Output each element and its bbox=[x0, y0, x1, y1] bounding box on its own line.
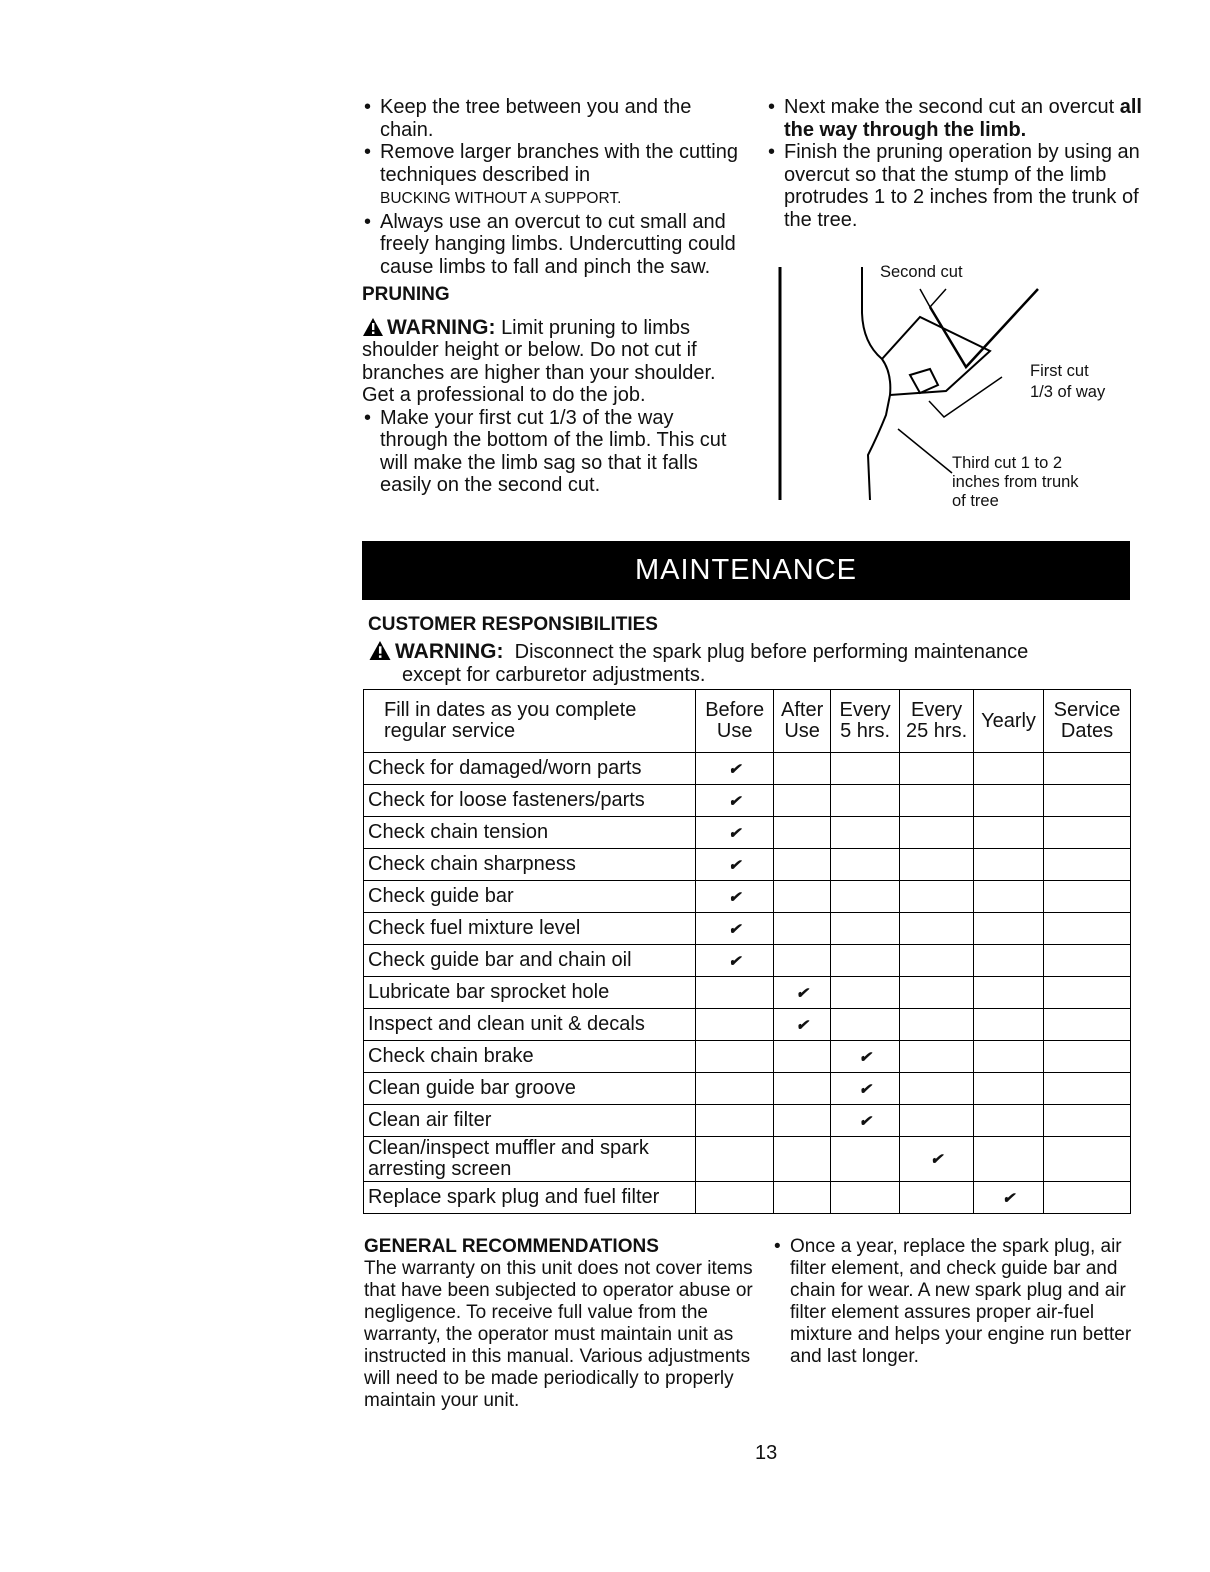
maintenance-table bbox=[363, 689, 1131, 1214]
schedule-cell bbox=[900, 1009, 974, 1041]
bullet-second-cut-bold: all the way through the limb. bbox=[784, 96, 1142, 141]
schedule-cell bbox=[696, 785, 774, 817]
schedule-cell bbox=[831, 881, 900, 913]
table-row bbox=[364, 945, 1131, 977]
schedule-cell bbox=[900, 1105, 974, 1137]
general-heading: GENERAL RECOMMENDATIONS bbox=[364, 1236, 659, 1257]
task-cell: Check guide bar bbox=[364, 881, 696, 913]
schedule-cell bbox=[696, 849, 774, 881]
schedule-cell bbox=[774, 945, 831, 977]
general-right bbox=[772, 1236, 1140, 1368]
bullet-overcut: • Always use an overcut to cut small and freely hanging limbs. Undercutting could cause limbs to fall and pinch the saw. bbox=[362, 211, 740, 279]
check-mark-icon: ✔ bbox=[728, 792, 741, 810]
schedule-cell bbox=[774, 1009, 831, 1041]
schedule-cell bbox=[774, 1137, 831, 1182]
schedule-cell bbox=[974, 1041, 1044, 1073]
warning-icon bbox=[362, 317, 384, 337]
check-mark-icon: ✔ bbox=[795, 984, 809, 1002]
task-cell: Lubricate bar sprocket hole bbox=[364, 977, 696, 1009]
check-mark-icon: ✔ bbox=[858, 1112, 872, 1130]
schedule-cell bbox=[696, 753, 774, 785]
schedule-cell bbox=[696, 977, 774, 1009]
task-cell: Check fuel mixture level bbox=[364, 913, 696, 945]
schedule-cell bbox=[831, 785, 900, 817]
pruning-warning-label: WARNING: bbox=[387, 315, 496, 339]
table-row bbox=[364, 881, 1131, 913]
schedule-cell bbox=[831, 753, 900, 785]
check-mark-icon: ✔ bbox=[728, 824, 741, 842]
schedule-cell bbox=[696, 1105, 774, 1137]
table-row bbox=[364, 849, 1131, 881]
header-service-dates-l2: Dates bbox=[1060, 720, 1114, 742]
pruning-warning-text: Limit pruning to limbs shoulder height or below. Do not cut if branches are higher than your shoulder. Get a professional to do the job. bbox=[362, 316, 716, 406]
schedule-cell bbox=[774, 1073, 831, 1105]
header-before-use bbox=[696, 690, 774, 753]
schedule-cell bbox=[774, 881, 831, 913]
schedule-cell bbox=[696, 1009, 774, 1041]
schedule-cell bbox=[900, 753, 974, 785]
check-mark-icon: ✔ bbox=[728, 856, 741, 874]
schedule-cell bbox=[1044, 1105, 1131, 1137]
schedule-cell bbox=[774, 1182, 831, 1214]
schedule-cell bbox=[696, 945, 774, 977]
header-yearly-l1: Yearly bbox=[981, 709, 1036, 732]
task-cell: Clean air filter bbox=[364, 1105, 696, 1137]
first-cut-pointer bbox=[929, 377, 1002, 417]
schedule-cell bbox=[831, 945, 900, 977]
schedule-cell bbox=[696, 881, 774, 913]
schedule-cell bbox=[900, 849, 974, 881]
schedule-cell bbox=[774, 817, 831, 849]
schedule-cell bbox=[900, 977, 974, 1009]
schedule-cell bbox=[900, 1137, 974, 1182]
check-mark-icon: ✔ bbox=[795, 1016, 809, 1034]
schedule-cell bbox=[1044, 849, 1131, 881]
schedule-cell bbox=[774, 849, 831, 881]
third-cut-pointer bbox=[898, 429, 952, 473]
schedule-cell bbox=[900, 945, 974, 977]
schedule-cell bbox=[831, 913, 900, 945]
schedule-cell bbox=[1044, 817, 1131, 849]
schedule-cell bbox=[831, 1009, 900, 1041]
task-cell: Check chain brake bbox=[364, 1041, 696, 1073]
check-mark-icon: ✔ bbox=[858, 1080, 872, 1098]
header-every-5hrs-l1: Every bbox=[839, 699, 891, 721]
check-mark-icon: ✔ bbox=[728, 920, 741, 938]
bullet-finish-pruning: • Finish the pruning operation by using an overcut so that the stump of the limb protrudes 1 to 2 inches from the trunk of the tree. bbox=[766, 141, 1146, 231]
schedule-cell bbox=[696, 817, 774, 849]
schedule-cell bbox=[696, 1073, 774, 1105]
table-row bbox=[364, 785, 1131, 817]
schedule-cell bbox=[1044, 913, 1131, 945]
schedule-cell bbox=[774, 1105, 831, 1137]
schedule-cell bbox=[974, 785, 1044, 817]
header-after-use-l1: After bbox=[781, 699, 824, 721]
schedule-cell bbox=[696, 1182, 774, 1214]
schedule-cell bbox=[1044, 1009, 1131, 1041]
general-left bbox=[364, 1236, 756, 1412]
schedule-cell bbox=[974, 1009, 1044, 1041]
header-after-use bbox=[774, 690, 831, 753]
task-cell: Check chain sharpness bbox=[364, 849, 696, 881]
schedule-cell bbox=[974, 753, 1044, 785]
maintenance-warning-label: WARNING: bbox=[395, 640, 504, 663]
table-header-row bbox=[364, 690, 1131, 753]
table-intro-line1: Fill in dates as you complete bbox=[384, 699, 637, 721]
table-row bbox=[364, 1182, 1131, 1214]
check-mark-icon: ✔ bbox=[728, 888, 741, 906]
first-cut-notch bbox=[910, 369, 938, 393]
schedule-cell bbox=[774, 785, 831, 817]
schedule-cell bbox=[774, 977, 831, 1009]
schedule-cell bbox=[1044, 945, 1131, 977]
task-cell: Inspect and clean unit & decals bbox=[364, 1009, 696, 1041]
table-row bbox=[364, 817, 1131, 849]
schedule-cell bbox=[1044, 1182, 1131, 1214]
check-mark-icon: ✔ bbox=[858, 1048, 872, 1066]
schedule-cell bbox=[1044, 753, 1131, 785]
header-every-5hrs bbox=[831, 690, 900, 753]
schedule-cell bbox=[831, 977, 900, 1009]
second-cut-pointer bbox=[920, 289, 946, 307]
schedule-cell bbox=[974, 881, 1044, 913]
schedule-cell bbox=[831, 849, 900, 881]
table-row bbox=[364, 753, 1131, 785]
schedule-cell bbox=[974, 1137, 1044, 1182]
table-row bbox=[364, 1137, 1131, 1182]
schedule-cell bbox=[900, 913, 974, 945]
schedule-cell bbox=[1044, 977, 1131, 1009]
bullet-first-cut: • Make your first cut 1/3 of the way through the bottom of the limb. This cut will make the limb sag so that it falls easily on the second cut. bbox=[362, 407, 740, 497]
table-row bbox=[364, 913, 1131, 945]
table-row bbox=[364, 1041, 1131, 1073]
schedule-cell bbox=[900, 817, 974, 849]
schedule-cell bbox=[831, 1041, 900, 1073]
task-cell: Check for damaged/worn parts bbox=[364, 753, 696, 785]
maintenance-warning bbox=[368, 640, 1028, 687]
pruning-warning bbox=[362, 317, 740, 407]
schedule-cell bbox=[974, 817, 1044, 849]
schedule-cell bbox=[831, 1182, 900, 1214]
general-text: The warranty on this unit does not cover items that have been subjected to operator abuse or negligence. To receive full value from the warranty, the operator must maintain unit as instructed in this manual. Various adjustments will need to be made periodically to properly maintain your unit. bbox=[364, 1258, 753, 1411]
maintenance-warning-text2: except for carburetor adjustments. bbox=[402, 664, 706, 686]
task-cell: Clean/inspect muffler and spark arresting screen bbox=[364, 1137, 696, 1182]
task-cell: Clean guide bar groove bbox=[364, 1073, 696, 1105]
schedule-cell bbox=[696, 1137, 774, 1182]
schedule-cell bbox=[774, 1041, 831, 1073]
table-row bbox=[364, 1009, 1131, 1041]
right-column bbox=[766, 96, 1146, 231]
warning-icon bbox=[368, 640, 392, 661]
label-third-cut-2: inches from trunk bbox=[952, 473, 1079, 491]
bullet-once-a-year: • Once a year, replace the spark plug, air filter element, and check guide bar and chain for wear. A new spark plug and air filter element assures proper air-fuel mixture and helps your engine run better and last longer. bbox=[772, 1236, 1140, 1368]
maintenance-banner: MAINTENANCE bbox=[362, 541, 1130, 600]
bullet-keep-tree: • Keep the tree between you and the chain. bbox=[362, 96, 740, 141]
header-every-25hrs bbox=[900, 690, 974, 753]
schedule-cell bbox=[974, 849, 1044, 881]
schedule-cell bbox=[900, 785, 974, 817]
schedule-cell bbox=[831, 1137, 900, 1182]
label-second-cut: Second cut bbox=[880, 263, 963, 281]
page-number: 13 bbox=[755, 1442, 778, 1464]
header-after-use-l2: Use bbox=[784, 720, 820, 742]
task-cell: Check guide bar and chain oil bbox=[364, 945, 696, 977]
schedule-cell bbox=[974, 1182, 1044, 1214]
customer-responsibilities-heading: CUSTOMER RESPONSIBILITIES bbox=[368, 614, 658, 635]
schedule-cell bbox=[974, 1105, 1044, 1137]
schedule-cell bbox=[696, 1041, 774, 1073]
schedule-cell bbox=[696, 913, 774, 945]
check-mark-icon: ✔ bbox=[1002, 1189, 1015, 1207]
header-before-use-l2: Use bbox=[716, 720, 753, 742]
schedule-cell bbox=[900, 881, 974, 913]
header-yearly bbox=[974, 690, 1044, 753]
task-cell: Replace spark plug and fuel filter bbox=[364, 1182, 696, 1214]
table-intro-cell bbox=[364, 690, 696, 753]
bucking-reference: BUCKING WITHOUT A SUPPORT. bbox=[380, 190, 622, 207]
limb-outline bbox=[882, 317, 990, 395]
header-every-5hrs-l2: 5 hrs. bbox=[840, 720, 891, 742]
schedule-cell bbox=[974, 1073, 1044, 1105]
label-third-cut-1: Third cut 1 to 2 bbox=[952, 454, 1063, 472]
bullet-remove-branches-text: Remove larger branches with the cutting techniques described in bbox=[380, 141, 738, 186]
schedule-cell bbox=[900, 1041, 974, 1073]
label-first-cut-1: First cut bbox=[1030, 362, 1089, 380]
header-before-use-l1: Before bbox=[705, 699, 765, 721]
bullet-remove-branches bbox=[362, 141, 740, 211]
pruning-heading: PRUNING bbox=[362, 284, 450, 305]
table-intro-line2: regular service bbox=[384, 720, 516, 742]
bullet-second-cut bbox=[766, 96, 1146, 141]
table-row bbox=[364, 977, 1131, 1009]
task-cell: Check chain tension bbox=[364, 817, 696, 849]
schedule-cell bbox=[974, 945, 1044, 977]
label-first-cut-2: 1/3 of way bbox=[1030, 383, 1106, 401]
header-every-25hrs-l2: 25 hrs. bbox=[905, 720, 968, 742]
header-every-25hrs-l1: Every bbox=[911, 699, 963, 721]
schedule-cell bbox=[1044, 881, 1131, 913]
schedule-cell bbox=[974, 913, 1044, 945]
schedule-cell bbox=[831, 817, 900, 849]
table-row bbox=[364, 1073, 1131, 1105]
check-mark-icon: ✔ bbox=[930, 1151, 943, 1168]
schedule-cell bbox=[900, 1073, 974, 1105]
schedule-cell bbox=[1044, 1073, 1131, 1105]
left-column bbox=[362, 96, 740, 497]
schedule-cell bbox=[1044, 1137, 1131, 1182]
label-third-cut-3: of tree bbox=[952, 492, 999, 510]
schedule-cell bbox=[831, 1105, 900, 1137]
task-cell: Check for loose fasteners/parts bbox=[364, 785, 696, 817]
schedule-cell bbox=[900, 1182, 974, 1214]
schedule-cell bbox=[774, 753, 831, 785]
schedule-cell bbox=[1044, 1041, 1131, 1073]
maintenance-warning-text: Disconnect the spark plug before performing maintenance bbox=[514, 641, 1029, 663]
table-row bbox=[364, 1105, 1131, 1137]
check-mark-icon: ✔ bbox=[728, 760, 741, 778]
schedule-cell bbox=[774, 913, 831, 945]
schedule-cell bbox=[831, 1073, 900, 1105]
bullet-second-cut-text: Next make the second cut an overcut bbox=[784, 96, 1115, 118]
check-mark-icon: ✔ bbox=[728, 952, 741, 970]
header-service-dates-l1: Service bbox=[1053, 699, 1121, 721]
schedule-cell bbox=[1044, 785, 1131, 817]
header-service-dates bbox=[1044, 690, 1131, 753]
schedule-cell bbox=[974, 977, 1044, 1009]
trunk-right-outline bbox=[862, 267, 890, 500]
